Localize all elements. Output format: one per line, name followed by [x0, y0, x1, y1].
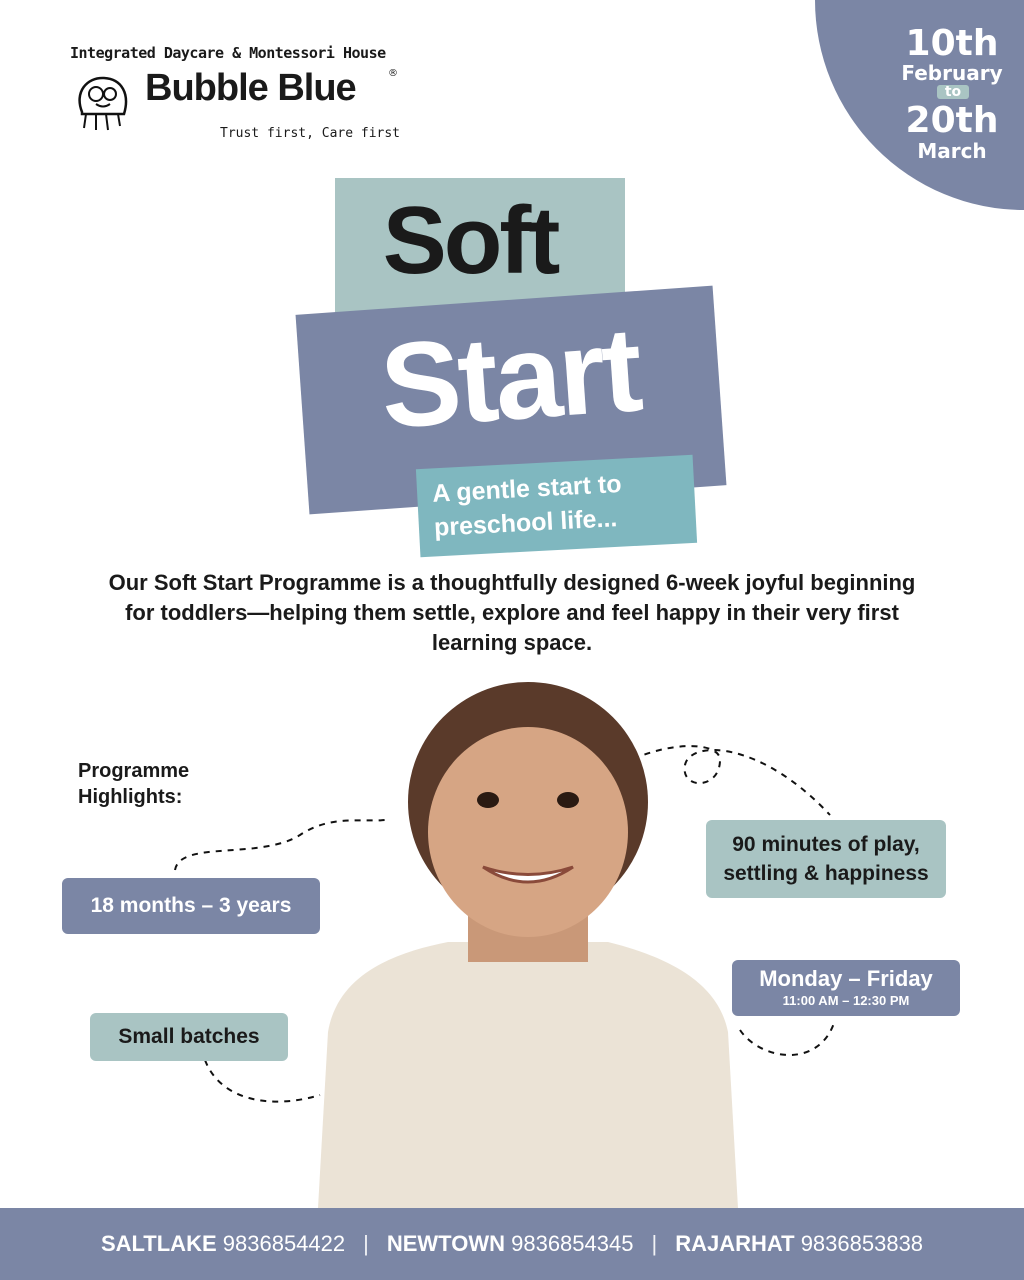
highlight-age: 18 months – 3 years [62, 878, 320, 934]
schedule-time: 11:00 AM – 12:30 PM [782, 993, 910, 1008]
highlight-schedule [732, 960, 960, 1016]
footer-contacts [0, 1208, 1024, 1280]
contact-saltlake [101, 1231, 345, 1257]
separator: | [363, 1231, 369, 1256]
logo-tagline: Trust first, Care first [220, 126, 401, 141]
phone-number: 9836854345 [511, 1231, 634, 1256]
highlight-duration: 90 minutes of play, settling & happiness [706, 820, 946, 898]
registered-mark: ® [388, 68, 398, 79]
location-name: NEWTOWN [386, 1231, 505, 1256]
title-start: Start [376, 302, 644, 454]
phone-number: 9836854422 [222, 1231, 346, 1256]
child-photo [318, 672, 738, 1208]
schedule-days: Monday – Friday [759, 966, 933, 991]
start-month: February [901, 61, 1003, 85]
contact-newtown [387, 1231, 634, 1257]
programme-description: Our Soft Start Programme is a thoughtfully designed 6-week joyful beginning for toddlers—helping them settle, explore and feel happy in their very first learning space. [108, 570, 916, 655]
highlight-batches: Small batches [90, 1013, 288, 1061]
end-day: 20th [905, 100, 999, 141]
end-month: March [917, 139, 987, 163]
date-connector: to [937, 85, 969, 99]
start-day: 10th [905, 23, 999, 64]
contact-rajarhat [675, 1231, 923, 1257]
logo-name: Bubble Blue [145, 67, 356, 109]
location-name: RAJARHAT [675, 1231, 795, 1256]
phone-number: 9836853838 [800, 1231, 924, 1256]
title-soft: Soft [382, 187, 558, 294]
separator: | [651, 1231, 658, 1256]
logo-subtitle: Integrated Daycare & Montessori House [70, 44, 386, 62]
title-tagline: A gentle start to preschool life... [431, 469, 623, 542]
location-name: SALTLAKE [100, 1231, 217, 1256]
highlights-heading: Programme Highlights: [78, 760, 190, 808]
